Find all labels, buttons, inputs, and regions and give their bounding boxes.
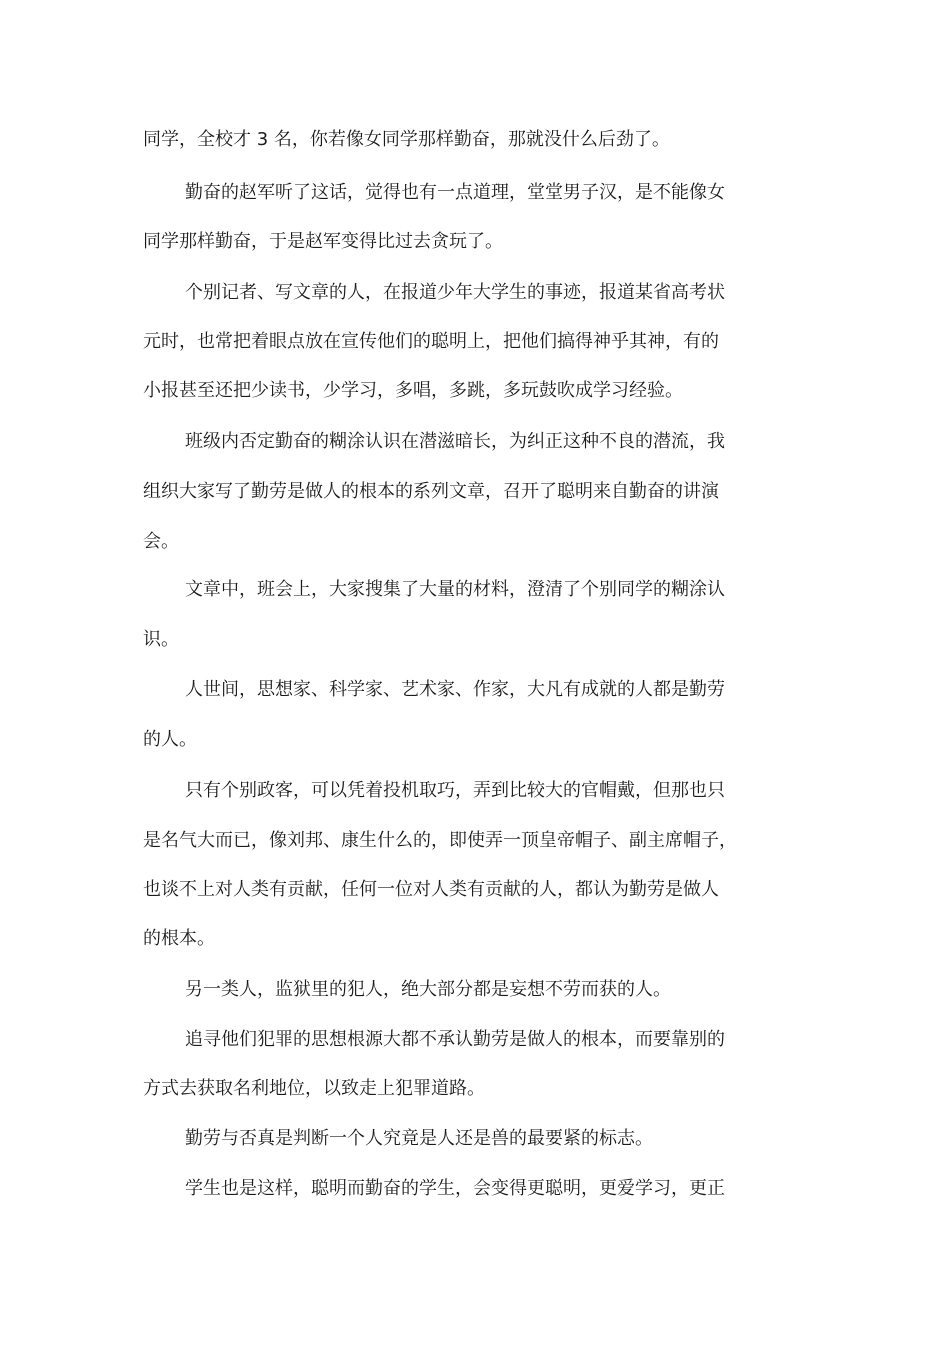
text-line: 人世间，思想家、科学家、艺术家、作家，大凡有成就的人都是勤劳 xyxy=(185,679,725,700)
text-line: 是名气大而已，像刘邦、康生什么的，即使弄一顶皇帝帽子、副主席帽子， xyxy=(143,830,737,851)
text-line: 会。 xyxy=(143,531,179,552)
text-line: 也谈不上对人类有贡献，任何一位对人类有贡献的人，都认为勤劳是做人 xyxy=(143,879,719,900)
text-line: 的根本。 xyxy=(143,928,215,949)
text-line: 个别记者、写文章的人，在报道少年大学生的事迹，报道某省高考状 xyxy=(185,282,725,303)
text-line: 班级内否定勤奋的糊涂认识在潜滋暗长，为纠正这种不良的潜流，我 xyxy=(185,431,725,452)
text-line: 的人。 xyxy=(143,729,197,750)
text-line: 学生也是这样，聪明而勤奋的学生，会变得更聪明，更爱学习，更正 xyxy=(185,1178,725,1199)
text-line: 方式去获取名利地位，以致走上犯罪道路。 xyxy=(143,1078,485,1099)
text-line: 小报甚至还把少读书，少学习，多唱，多跳，多玩鼓吹成学习经验。 xyxy=(143,380,683,401)
text-line: 识。 xyxy=(143,629,179,650)
text-line: 同学，全校才 3 名，你若像女同学那样勤奋，那就没什么后劲了。 xyxy=(143,129,670,150)
text-line: 组织大家写了勤劳是做人的根本的系列文章，召开了聪明来自勤奋的讲演 xyxy=(143,481,719,502)
text-line: 勤奋的赵军听了这话，觉得也有一点道理，堂堂男子汉，是不能像女 xyxy=(185,182,725,203)
text-line: 文章中，班会上，大家搜集了大量的材料，澄清了个别同学的糊涂认 xyxy=(185,579,725,600)
text-line: 另一类人，监狱里的犯人，绝大部分都是妄想不劳而获的人。 xyxy=(185,979,671,1000)
text-line: 勤劳与否真是判断一个人究竟是人还是兽的最要紧的标志。 xyxy=(185,1128,653,1149)
text-line: 只有个别政客，可以凭着投机取巧，弄到比较大的官帽戴，但那也只 xyxy=(185,780,725,801)
text-line: 追寻他们犯罪的思想根源大都不承认勤劳是做人的根本，而要靠别的 xyxy=(185,1029,725,1050)
text-line: 同学那样勤奋，于是赵军变得比过去贪玩了。 xyxy=(143,231,503,252)
text-line: 元时，也常把着眼点放在宣传他们的聪明上，把他们搞得神乎其神，有的 xyxy=(143,331,719,352)
